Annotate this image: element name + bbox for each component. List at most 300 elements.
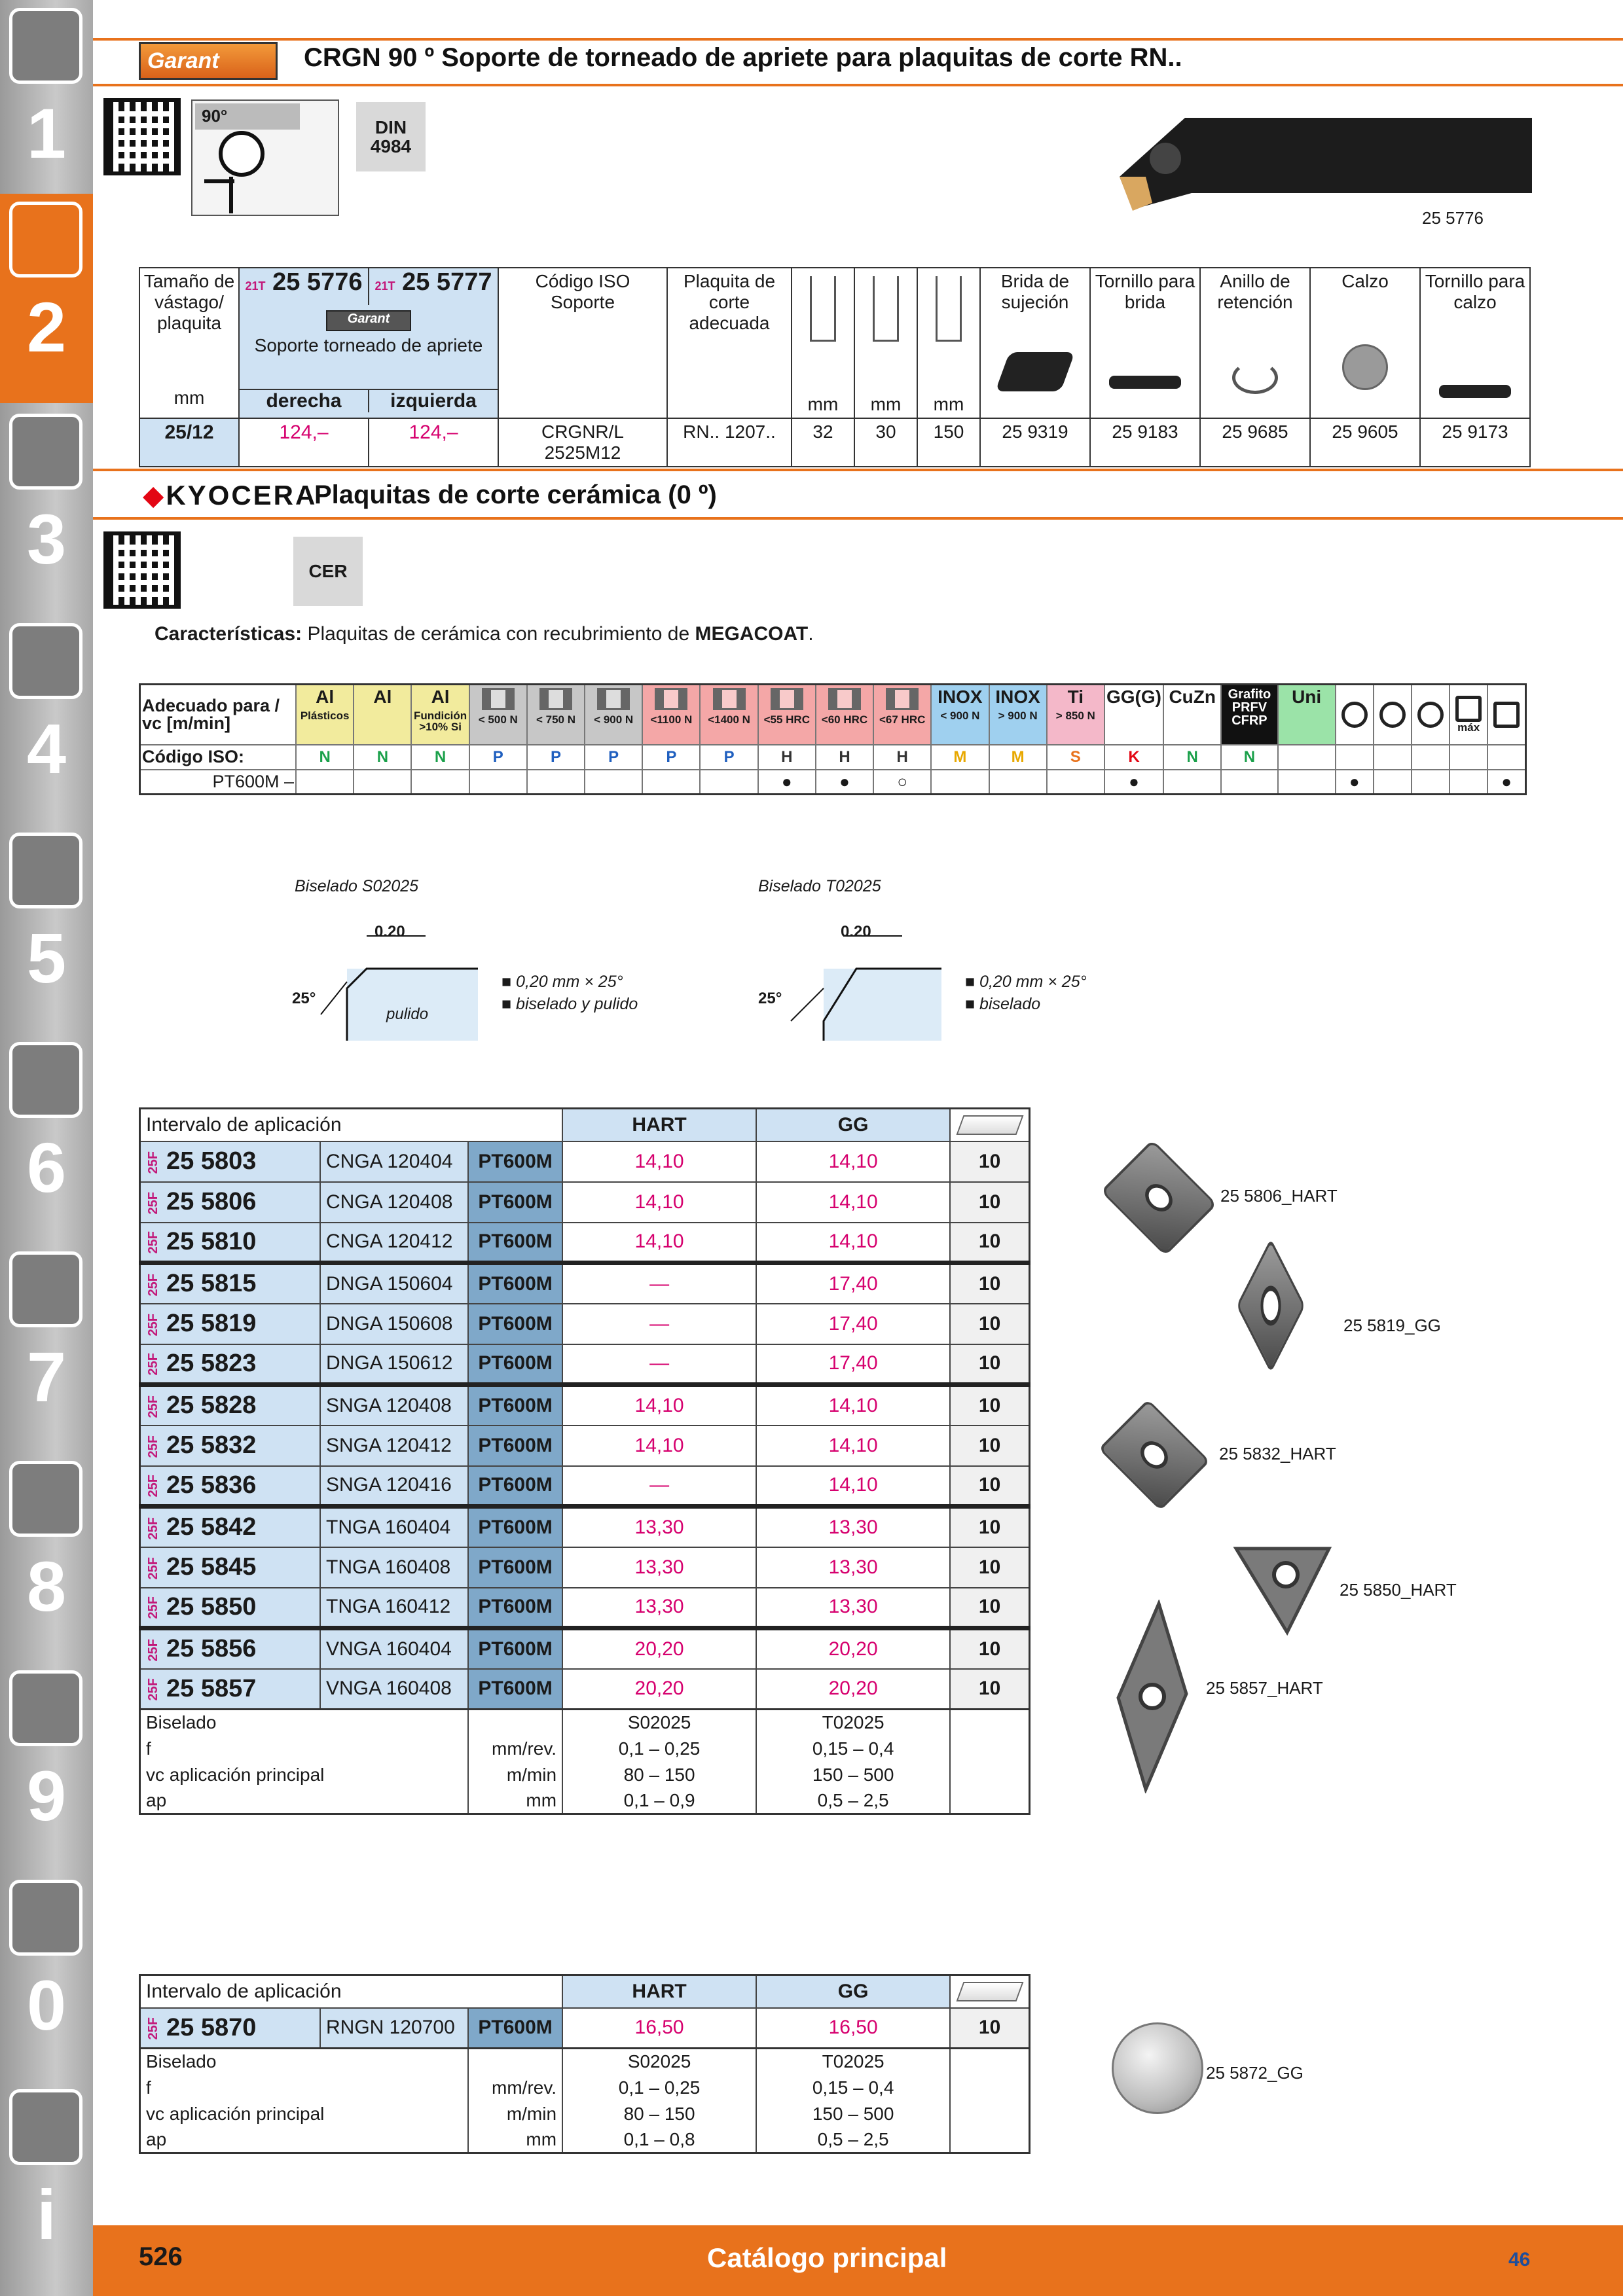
qr-code-2[interactable] bbox=[103, 531, 181, 609]
row-d2: 30 bbox=[854, 418, 917, 467]
chapter-tab-3[interactable] bbox=[0, 406, 93, 615]
article-prefix: 25F bbox=[146, 1151, 160, 1174]
cutting-data-row bbox=[140, 1762, 1030, 1788]
pack-qty: 10 bbox=[950, 1628, 1029, 1669]
material-sub: < 750 N bbox=[536, 713, 575, 726]
image-label-4: 25 5850_HART bbox=[1340, 1580, 1457, 1600]
iso-cell-9: H bbox=[816, 745, 873, 770]
material-sub: <55 HRC bbox=[763, 713, 810, 726]
cutting-label: f bbox=[140, 2075, 469, 2101]
article-code bbox=[140, 1344, 321, 1385]
chamfer2-b1: 0,20 mm × 25° bbox=[979, 973, 1087, 991]
iso-label: Código ISO: bbox=[140, 745, 297, 770]
range-header: Intervalo de aplicación bbox=[140, 1975, 563, 2008]
material-top: GG(G) bbox=[1106, 687, 1161, 707]
gg-header: GG bbox=[756, 1109, 950, 1141]
pack-qty: 10 bbox=[950, 1466, 1029, 1507]
price-hart: 20,20 bbox=[562, 1628, 756, 1669]
row-clamp: 25 9319 bbox=[980, 418, 1090, 467]
col-holder-codes bbox=[239, 268, 498, 418]
holder-angle-diagram bbox=[191, 99, 339, 216]
insert-image-v bbox=[1113, 1600, 1192, 1793]
chapter-0-icon bbox=[9, 1880, 82, 1956]
chapter-tab-number: i bbox=[36, 2175, 56, 2254]
material-col-10 bbox=[873, 685, 931, 745]
chamfer2-bullets: ■ 0,20 mm × 25° ■ biselado bbox=[965, 973, 1087, 1013]
chamfer2-dim: 0.20 bbox=[841, 923, 871, 941]
article-code bbox=[140, 1182, 321, 1223]
chapter-tab-number: 5 bbox=[26, 918, 67, 997]
pack-qty: 10 bbox=[950, 2008, 1029, 2049]
iso-code: DNGA 150612 bbox=[320, 1344, 468, 1385]
material-top: Ti bbox=[1067, 687, 1084, 707]
iso-code: SNGA 120412 bbox=[320, 1426, 468, 1466]
price-hart: 14,10 bbox=[562, 1223, 756, 1263]
iso-code: CNGA 120404 bbox=[320, 1141, 468, 1182]
garant-small-logo: Garant bbox=[326, 310, 411, 331]
article-code bbox=[140, 1223, 321, 1263]
price-gg: 14,10 bbox=[756, 1385, 950, 1426]
material-col-17 bbox=[1278, 685, 1336, 745]
steel-profile-icon bbox=[886, 688, 919, 710]
col-iso: Código ISO Soporte bbox=[498, 268, 667, 418]
chapter-tab-number: 2 bbox=[26, 287, 67, 367]
material-sub: <67 HRC bbox=[879, 713, 926, 726]
table-row[interactable] bbox=[140, 1304, 1030, 1344]
cutting-value-gg: T02025 bbox=[756, 1710, 950, 1736]
iso-op-cell-0 bbox=[1336, 745, 1374, 770]
price-hart: — bbox=[562, 1466, 756, 1507]
chapter-tab-number: 6 bbox=[26, 1128, 67, 1207]
cutting-label: vc aplicación principal bbox=[140, 2101, 469, 2127]
col-clamp bbox=[980, 268, 1090, 418]
col-d3 bbox=[917, 268, 980, 418]
din-number: 4984 bbox=[370, 136, 412, 156]
article-number: 25 5836 bbox=[166, 1471, 257, 1499]
grade-mark-8: ● bbox=[758, 770, 816, 795]
cer-badge: CER bbox=[293, 537, 363, 606]
material-col-3 bbox=[469, 685, 527, 745]
material-top: Al bbox=[316, 687, 335, 707]
article-prefix: 25F bbox=[146, 1638, 160, 1662]
price-gg: 16,50 bbox=[756, 2008, 950, 2049]
hart-header: HART bbox=[562, 1109, 756, 1141]
material-col-14 bbox=[1104, 685, 1163, 745]
section-rule bbox=[93, 469, 1623, 471]
page-number: 526 bbox=[139, 2242, 183, 2271]
cutting-unit: mm bbox=[468, 1788, 562, 1814]
chapter-tab-number: 4 bbox=[26, 709, 67, 788]
article-prefix: 25F bbox=[146, 1395, 160, 1418]
chamfer1-bullets: ■ 0,20 mm × 25° ■ biselado y pulido bbox=[501, 973, 638, 1013]
iso-code: DNGA 150604 bbox=[320, 1263, 468, 1304]
header-rule-bottom bbox=[93, 84, 1623, 86]
steel-profile-icon bbox=[771, 688, 803, 710]
image-label-6: 25 5872_GG bbox=[1206, 2063, 1304, 2083]
cutting-data-row bbox=[140, 1710, 1030, 1736]
cutting-value-hart: 0,1 – 0,25 bbox=[562, 1736, 756, 1762]
pack-qty: 10 bbox=[950, 1669, 1029, 1710]
pack-qty: 10 bbox=[950, 1223, 1029, 1263]
price-gg: 17,40 bbox=[756, 1304, 950, 1344]
price-hart: 16,50 bbox=[562, 2008, 756, 2049]
cutting-empty bbox=[950, 1710, 1029, 1736]
op-mark-3 bbox=[1450, 770, 1487, 795]
chapter-sidebar bbox=[0, 0, 93, 2296]
price-gg: 14,10 bbox=[756, 1426, 950, 1466]
article-code bbox=[140, 1507, 321, 1547]
iso-cell-3: P bbox=[469, 745, 527, 770]
chamfer1-b1: 0,20 mm × 25° bbox=[516, 973, 623, 991]
insert-image-r bbox=[1112, 2022, 1203, 2114]
table-header bbox=[140, 1109, 1030, 1141]
steel-profile-icon bbox=[713, 688, 746, 710]
iso-op-cell-4 bbox=[1487, 745, 1525, 770]
grade-mark-5 bbox=[585, 770, 642, 795]
pack-qty: 10 bbox=[950, 1547, 1029, 1588]
grade-mark-10: ○ bbox=[873, 770, 931, 795]
op-mark-2 bbox=[1412, 770, 1450, 795]
inserts-title: Plaquitas de corte cerámica (0 º) bbox=[314, 480, 717, 509]
chapter-tab-8[interactable] bbox=[0, 1453, 93, 1662]
grade-mark-2 bbox=[411, 770, 469, 795]
iso-cell-4: P bbox=[527, 745, 585, 770]
cutting-label: vc aplicación principal bbox=[140, 1762, 469, 1788]
grade-label: PT600M – bbox=[140, 770, 297, 795]
chamfer1-title: Biselado S02025 bbox=[295, 877, 419, 895]
code-left bbox=[368, 268, 498, 305]
footer-title: Catálogo principal bbox=[707, 2242, 947, 2273]
insert-image-s bbox=[1099, 1399, 1211, 1511]
row-iso: CRGNR/L 2525M12 bbox=[498, 418, 667, 467]
material-col-8 bbox=[758, 685, 816, 745]
iso-cell-13: S bbox=[1047, 745, 1104, 770]
row-insert: RN.. 1207.. bbox=[667, 418, 792, 467]
article-code bbox=[140, 1304, 321, 1344]
chapter-tab-5[interactable] bbox=[0, 825, 93, 1034]
material-sub: < 900 N bbox=[594, 713, 634, 726]
steel-profile-icon bbox=[597, 688, 630, 710]
holder-image bbox=[1093, 105, 1539, 223]
material-col-5 bbox=[585, 685, 642, 745]
iso-code: TNGA 160412 bbox=[320, 1588, 468, 1628]
material-col-16 bbox=[1221, 685, 1277, 745]
iso-cell-7: P bbox=[700, 745, 757, 770]
chapter-tab-number: 7 bbox=[26, 1337, 67, 1416]
code-right-number: 25 5776 bbox=[272, 268, 363, 296]
coolant-icon-cell bbox=[1450, 685, 1487, 745]
package-icon bbox=[956, 1982, 1023, 2001]
price-gg: 14,10 bbox=[756, 1466, 950, 1507]
iso-code: TNGA 160408 bbox=[320, 1547, 468, 1588]
grade: PT600M bbox=[468, 1263, 562, 1304]
pack-qty: 10 bbox=[950, 1426, 1029, 1466]
material-col-0 bbox=[296, 685, 354, 745]
chamfer1-b2: biselado y pulido bbox=[516, 994, 638, 1013]
insert-table-2 bbox=[139, 1974, 1030, 2154]
material-sub: > 850 N bbox=[1055, 709, 1095, 722]
material-col-13 bbox=[1047, 685, 1104, 745]
price-gg: 20,20 bbox=[756, 1669, 950, 1710]
unit-d3: mm bbox=[933, 394, 964, 414]
features: Características: Plaquitas de cerámica con recubrimiento de MEGACOAT. bbox=[155, 623, 814, 645]
col-shim-screw-label: Tornillo para calzo bbox=[1425, 271, 1525, 312]
article-number: 25 5842 bbox=[166, 1513, 257, 1541]
chamfer1-angle: 25° bbox=[292, 990, 316, 1007]
grade-mark-0 bbox=[296, 770, 354, 795]
grade: PT600M bbox=[468, 1385, 562, 1426]
article-number: 25 5806 bbox=[166, 1188, 257, 1215]
price-hart: 13,30 bbox=[562, 1507, 756, 1547]
article-number: 25 5823 bbox=[166, 1349, 257, 1377]
grade: PT600M bbox=[468, 1669, 562, 1710]
article-code bbox=[140, 1669, 321, 1710]
article-number: 25 5856 bbox=[166, 1635, 257, 1663]
garant-logo bbox=[139, 42, 278, 80]
cutting-value-gg: 0,5 – 2,5 bbox=[756, 2127, 950, 2153]
cutting-empty bbox=[950, 2075, 1029, 2101]
material-col-6 bbox=[642, 685, 700, 745]
din-badge bbox=[356, 102, 426, 171]
col-d1 bbox=[792, 268, 854, 418]
features-label: Características: bbox=[155, 623, 302, 645]
chapter-tab-4[interactable] bbox=[0, 615, 93, 825]
row-price-right: 124,– bbox=[239, 418, 369, 467]
cutting-value-gg: 0,15 – 0,4 bbox=[756, 1736, 950, 1762]
din-label: DIN bbox=[374, 117, 407, 137]
material-top: Al bbox=[431, 687, 450, 707]
article-code bbox=[140, 2008, 321, 2049]
dry-icon bbox=[1493, 702, 1520, 728]
price-hart: — bbox=[562, 1263, 756, 1304]
col-shim bbox=[1310, 268, 1420, 418]
features-text: Plaquitas de cerámica con recubrimiento de bbox=[307, 623, 695, 645]
holder-table bbox=[139, 267, 1531, 467]
insert-image-c bbox=[1101, 1139, 1217, 1256]
iso-cell-0: N bbox=[296, 745, 354, 770]
cutting-value-gg: T02025 bbox=[756, 2049, 950, 2075]
table-row[interactable] bbox=[140, 1628, 1030, 1669]
chapter-tab-0[interactable] bbox=[0, 1872, 93, 2081]
material-sub: < 500 N bbox=[478, 713, 518, 726]
article-code bbox=[140, 1588, 321, 1628]
article-prefix: 25F bbox=[146, 1191, 160, 1215]
left-label: izquierda bbox=[368, 390, 498, 412]
iso-op-cell-2 bbox=[1412, 745, 1450, 770]
price-gg: 13,30 bbox=[756, 1547, 950, 1588]
table-row[interactable] bbox=[140, 1547, 1030, 1588]
col-size bbox=[139, 268, 239, 418]
col-size-label: Tamaño de vástago/ plaquita bbox=[143, 271, 235, 333]
cutting-data-row bbox=[140, 1788, 1030, 1814]
grade: PT600M bbox=[468, 1466, 562, 1507]
price-hart: 14,10 bbox=[562, 1141, 756, 1182]
cutting-empty bbox=[950, 1762, 1029, 1788]
col-shim-label: Calzo bbox=[1341, 271, 1389, 291]
price-gg: 17,40 bbox=[756, 1263, 950, 1304]
row-d1: 32 bbox=[792, 418, 854, 467]
article-prefix: 25F bbox=[146, 1313, 160, 1336]
grade: PT600M bbox=[468, 1628, 562, 1669]
article-prefix: 25F bbox=[146, 1435, 160, 1458]
code-right bbox=[240, 268, 368, 305]
pack-qty: 10 bbox=[950, 1182, 1029, 1223]
article-code bbox=[140, 1547, 321, 1588]
footer-num: 46 bbox=[1508, 2249, 1531, 2270]
features-bold: MEGACOAT bbox=[695, 623, 809, 645]
chapter-4-icon bbox=[9, 623, 82, 699]
cutting-value-hart: 0,1 – 0,9 bbox=[562, 1788, 756, 1814]
iso-code: VNGA 160408 bbox=[320, 1669, 468, 1710]
grade: PT600M bbox=[468, 2008, 562, 2049]
table-row[interactable] bbox=[140, 1223, 1030, 1263]
chapter-tab-1[interactable] bbox=[0, 0, 93, 209]
face-turning-icon bbox=[1341, 702, 1368, 728]
table-row[interactable] bbox=[140, 1141, 1030, 1182]
table-row[interactable] bbox=[140, 1588, 1030, 1628]
max-label: máx bbox=[1457, 721, 1480, 734]
pack-qty: 10 bbox=[950, 1385, 1029, 1426]
cutting-empty bbox=[950, 2101, 1029, 2127]
price-gg: 13,30 bbox=[756, 1507, 950, 1547]
material-col-12 bbox=[989, 685, 1047, 745]
iso-cell-10: H bbox=[873, 745, 931, 770]
table-row[interactable] bbox=[140, 1182, 1030, 1223]
article-number: 25 5850 bbox=[166, 1592, 257, 1621]
cutting-value-hart: S02025 bbox=[562, 2049, 756, 2075]
image-label-3: 25 5832_HART bbox=[1219, 1444, 1336, 1463]
grade: PT600M bbox=[468, 1141, 562, 1182]
price-gg: 14,10 bbox=[756, 1182, 950, 1223]
chapter-tab-9[interactable] bbox=[0, 1662, 93, 1872]
chapter-tab-number: 9 bbox=[26, 1756, 67, 1835]
article-prefix: 25F bbox=[146, 1231, 160, 1254]
table-row[interactable] bbox=[140, 1344, 1030, 1385]
cutting-value-gg: 150 – 500 bbox=[756, 1762, 950, 1788]
chapter-tab-7[interactable] bbox=[0, 1244, 93, 1453]
chapter-9-icon bbox=[9, 1670, 82, 1746]
grade-mark-1 bbox=[354, 770, 411, 795]
steel-profile-icon bbox=[482, 688, 515, 710]
grade-mark-4 bbox=[527, 770, 585, 795]
cutting-empty bbox=[950, 2127, 1029, 2153]
table-row[interactable] bbox=[140, 1507, 1030, 1547]
material-col-9 bbox=[816, 685, 873, 745]
table-row[interactable] bbox=[140, 1466, 1030, 1507]
cutting-value-hart: 0,1 – 0,25 bbox=[562, 2075, 756, 2101]
table-row[interactable] bbox=[140, 1263, 1030, 1304]
chapter-1-icon bbox=[9, 8, 82, 84]
chapter-tab-i[interactable] bbox=[0, 2081, 93, 2291]
material-col-11 bbox=[931, 685, 989, 745]
iso-cell-1: N bbox=[354, 745, 411, 770]
qr-code[interactable] bbox=[103, 98, 181, 175]
material-sub: <1400 N bbox=[708, 713, 750, 726]
col-insert: Plaquita de corte adecuada bbox=[667, 268, 792, 418]
chapter-8-icon bbox=[9, 1461, 82, 1537]
iso-code: CNGA 120412 bbox=[320, 1223, 468, 1263]
row-d3: 150 bbox=[917, 418, 980, 467]
material-top: Grafito PRFV CFRP bbox=[1228, 687, 1271, 728]
article-number: 25 5828 bbox=[166, 1391, 257, 1420]
material-col-7 bbox=[700, 685, 757, 745]
col-ring-label: Anillo de retención bbox=[1217, 271, 1293, 312]
chapter-tab-6[interactable] bbox=[0, 1034, 93, 1244]
cutting-data-row bbox=[140, 2127, 1030, 2153]
table-row[interactable] bbox=[140, 2008, 1030, 2049]
grade: PT600M bbox=[468, 1426, 562, 1466]
pack-qty: 10 bbox=[950, 1141, 1029, 1182]
price-gg: 20,20 bbox=[756, 1628, 950, 1669]
iso-cell-15: N bbox=[1163, 745, 1221, 770]
article-number: 25 5803 bbox=[166, 1147, 257, 1175]
table-row[interactable] bbox=[140, 1385, 1030, 1426]
image-label-1: 25 5806_HART bbox=[1220, 1186, 1338, 1206]
gg-header: GG bbox=[756, 1975, 950, 2008]
kyocera-logo-text: KYOCERA bbox=[166, 480, 318, 511]
cutting-label: f bbox=[140, 1736, 469, 1762]
cutting-unit: m/min bbox=[468, 2101, 562, 2127]
dry-icon-cell bbox=[1487, 685, 1525, 745]
row-shim-screw: 25 9173 bbox=[1420, 418, 1530, 467]
material-sub: Fundición >10% Si bbox=[413, 709, 467, 733]
article-number: 25 5815 bbox=[166, 1270, 257, 1298]
col-clamp-label: Brida de sujeción bbox=[1000, 271, 1070, 312]
pack-qty: 10 bbox=[950, 1507, 1029, 1547]
row-price-left: 124,– bbox=[369, 418, 498, 467]
grade-mark-3 bbox=[469, 770, 527, 795]
chamfer1-note: pulido bbox=[386, 1005, 429, 1023]
internal-icon-cell bbox=[1412, 685, 1450, 745]
table-row[interactable] bbox=[140, 1426, 1030, 1466]
grade: PT600M bbox=[468, 1344, 562, 1385]
right-label: derecha bbox=[266, 390, 342, 412]
pack-qty: 10 bbox=[950, 1588, 1029, 1628]
iso-cell-8: H bbox=[758, 745, 816, 770]
article-code bbox=[140, 1263, 321, 1304]
material-col-4 bbox=[527, 685, 585, 745]
chapter-tab-2[interactable] bbox=[0, 194, 93, 403]
material-col-15 bbox=[1163, 685, 1221, 745]
grade: PT600M bbox=[468, 1507, 562, 1547]
profile-icon-cell bbox=[1374, 685, 1412, 745]
price-hart: — bbox=[562, 1344, 756, 1385]
price-gg: 14,10 bbox=[756, 1141, 950, 1182]
chapter-2-icon bbox=[9, 202, 82, 278]
grade: PT600M bbox=[468, 1304, 562, 1344]
code-left-number: 25 5777 bbox=[402, 268, 492, 296]
row-ring: 25 9685 bbox=[1200, 418, 1310, 467]
col-clamp-screw-label: Tornillo para brida bbox=[1095, 271, 1195, 312]
price-gg: 13,30 bbox=[756, 1588, 950, 1628]
chapter-tab-number: 1 bbox=[26, 94, 67, 173]
suitability-table bbox=[139, 683, 1527, 795]
iso-code: DNGA 150608 bbox=[320, 1304, 468, 1344]
suit-label: Adecuado para / vc [m/min] bbox=[140, 685, 297, 745]
grade-mark-6 bbox=[642, 770, 700, 795]
material-top: INOX bbox=[938, 687, 983, 707]
article-prefix: 25F bbox=[146, 1273, 160, 1297]
article-number: 25 5832 bbox=[166, 1431, 257, 1459]
pack-qty: 10 bbox=[950, 1304, 1029, 1344]
table-row[interactable] bbox=[140, 1669, 1030, 1710]
cutting-label: Biselado bbox=[140, 1710, 469, 1736]
row-clamp-screw: 25 9183 bbox=[1090, 418, 1200, 467]
article-number: 25 5810 bbox=[166, 1227, 257, 1255]
article-number: 25 5870 bbox=[166, 2013, 257, 2041]
chapter-tab-number: 0 bbox=[26, 1965, 67, 2045]
holder-row bbox=[139, 418, 1530, 467]
